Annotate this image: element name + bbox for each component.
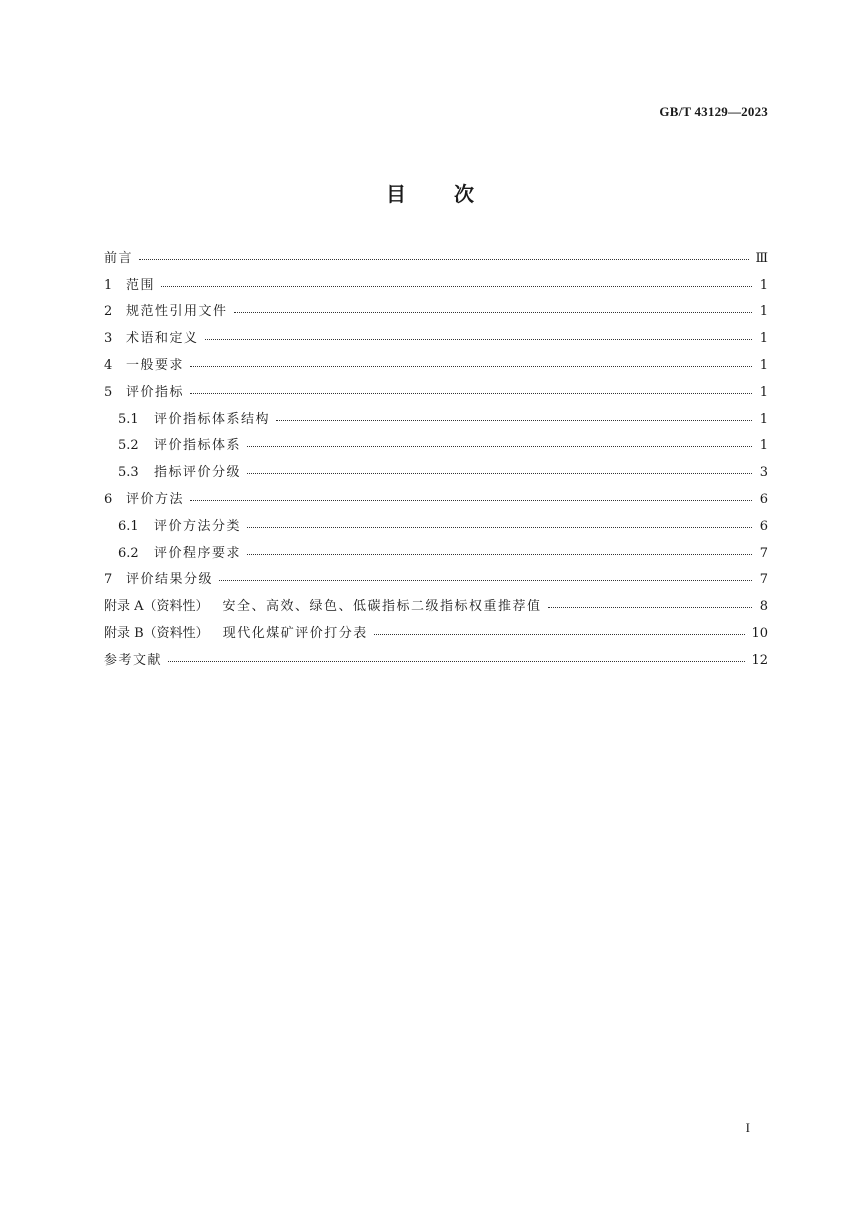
toc-entry-label: 评价方法分类 <box>154 518 242 534</box>
toc-entry-number: 附录 A（资料性） <box>104 599 209 615</box>
toc-entry-page: 10 <box>751 626 768 642</box>
toc-entry-number: 6.1 <box>118 518 139 534</box>
toc-dot-leader <box>190 362 752 367</box>
toc-entry-number: 5 <box>104 384 113 400</box>
toc-entry[interactable] <box>104 406 768 433</box>
toc-entry-page: 7 <box>759 572 768 588</box>
toc-entry-page: 1 <box>759 331 768 347</box>
toc-entry-page: 1 <box>759 438 768 454</box>
toc-entry-label: 评价指标体系结构 <box>154 411 271 427</box>
toc-entry[interactable] <box>104 593 768 620</box>
toc-entry[interactable] <box>104 325 768 352</box>
toc-dot-leader <box>168 657 745 662</box>
toc-entry-label: 一般要求 <box>126 358 185 374</box>
toc-dot-leader <box>190 389 752 394</box>
toc-entry-page: 8 <box>759 599 768 615</box>
toc-entry-label: 规范性引用文件 <box>126 304 228 320</box>
toc-dot-leader <box>234 308 752 313</box>
toc-entry-number: 1 <box>104 277 113 293</box>
toc-entry-label: 范围 <box>126 277 156 293</box>
title-char-2: 次 <box>454 182 474 206</box>
toc-dot-leader <box>190 496 752 501</box>
toc-entry-label: 评价结果分级 <box>126 572 214 588</box>
toc-entry-label: 评价指标 <box>126 384 185 400</box>
toc-entry-number: 6 <box>104 492 113 508</box>
toc-entry-label: 前言 <box>104 250 134 266</box>
toc-dot-leader <box>205 335 752 340</box>
toc-entry[interactable] <box>104 352 768 379</box>
toc-entry-page: 7 <box>759 545 768 561</box>
toc-entry-page: 6 <box>759 518 768 534</box>
toc-entry[interactable] <box>104 459 768 486</box>
toc-entry-page: 12 <box>751 652 768 668</box>
toc-entry-label: 评价程序要求 <box>154 545 242 561</box>
toc-entry[interactable] <box>104 567 768 594</box>
toc-dot-leader <box>139 255 749 260</box>
toc-dot-leader <box>276 416 752 421</box>
toc-entry-page: 1 <box>759 277 768 293</box>
toc-dot-leader <box>247 550 752 555</box>
toc-dot-leader <box>219 576 752 581</box>
toc-entry-label: 评价方法 <box>126 492 185 508</box>
toc-entry-number: 附录 B（资料性） <box>104 626 209 642</box>
toc-entry[interactable] <box>104 272 768 299</box>
toc-entry-page: 1 <box>759 304 768 320</box>
toc-entry-page: 1 <box>759 411 768 427</box>
toc-entry-label: 现代化煤矿评价打分表 <box>222 626 368 642</box>
toc-dot-leader <box>247 523 752 528</box>
toc-dot-leader <box>247 442 752 447</box>
table-of-contents <box>104 245 768 674</box>
toc-dot-leader <box>161 282 752 287</box>
toc-entry-number: 5.2 <box>118 438 139 454</box>
standard-code: GB/T 43129—2023 <box>659 104 768 119</box>
toc-entry[interactable] <box>104 513 768 540</box>
toc-entry-page: 1 <box>759 358 768 374</box>
toc-entry[interactable] <box>104 540 768 567</box>
toc-entry[interactable] <box>104 433 768 460</box>
toc-entry[interactable] <box>104 486 768 513</box>
toc-entry-number: 6.2 <box>118 545 139 561</box>
toc-entry-number: 5.1 <box>118 411 139 427</box>
toc-entry[interactable] <box>104 620 768 647</box>
toc-entry-number: 4 <box>104 358 113 374</box>
toc-entry-number: 2 <box>104 304 113 320</box>
toc-dot-leader <box>374 630 746 635</box>
page-title <box>0 178 860 207</box>
toc-entry-number: 5.3 <box>118 465 139 481</box>
toc-entry-page: 1 <box>759 384 768 400</box>
toc-entry-label: 术语和定义 <box>126 331 199 347</box>
toc-entry-page: Ⅲ <box>755 250 768 266</box>
toc-entry-page: 3 <box>759 465 768 481</box>
toc-entry[interactable] <box>104 647 768 674</box>
toc-entry-page: 6 <box>759 492 768 508</box>
toc-entry[interactable] <box>104 245 768 272</box>
toc-dot-leader <box>247 469 752 474</box>
toc-entry-label: 评价指标体系 <box>154 438 242 454</box>
toc-entry-label: 参考文献 <box>104 652 163 668</box>
toc-entry-number: 7 <box>104 572 113 588</box>
page-number: I <box>745 1120 750 1135</box>
toc-entry-label: 安全、高效、绿色、低碳指标二级指标权重推荐值 <box>222 599 542 615</box>
title-char-1: 目 <box>386 182 406 206</box>
toc-entry[interactable] <box>104 379 768 406</box>
toc-dot-leader <box>548 603 752 608</box>
toc-entry[interactable] <box>104 299 768 326</box>
toc-entry-label: 指标评价分级 <box>154 465 242 481</box>
toc-entry-number: 3 <box>104 331 113 347</box>
